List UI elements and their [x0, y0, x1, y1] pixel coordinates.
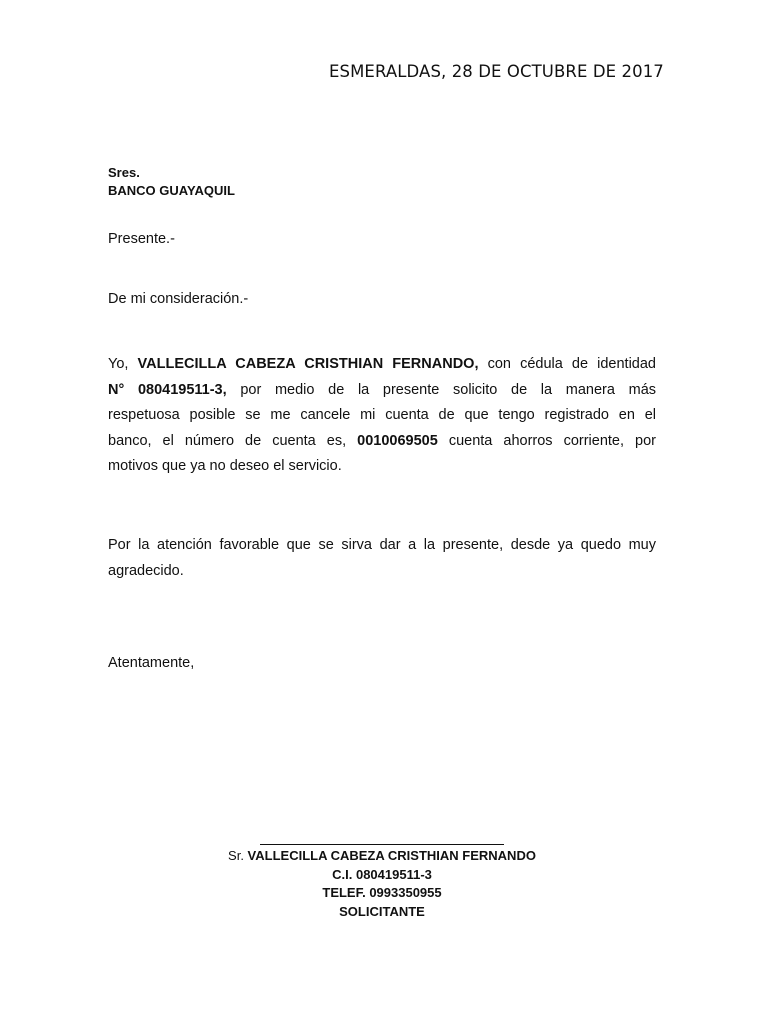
recipient-salutation: Sres.	[108, 165, 140, 180]
recipient-bank: BANCO GUAYAQUIL	[108, 183, 235, 198]
consideracion-line: De mi consideración.-	[108, 291, 249, 307]
signature-phone: TELEF. 0993350955	[322, 885, 442, 900]
signature-ci: C.I. 080419511-3	[332, 866, 432, 882]
recipient-block	[108, 164, 235, 200]
body-line-4	[108, 429, 656, 455]
body-text-yo: Yo,	[108, 356, 138, 372]
account-number: 0010069505	[357, 432, 438, 449]
body-text-cedula: con cédula de identidad	[478, 356, 656, 372]
signature-name: VALLECILLA CABEZA CRISTHIAN FERNANDO	[247, 848, 536, 863]
body-text-ahorros: cuenta ahorros corriente, por	[437, 432, 656, 449]
letter-date: ESMERALDAS, 28 DE OCTUBRE DE 2017	[329, 62, 664, 81]
body-line-5: motivos que ya no deseo el servicio.	[108, 458, 342, 474]
presente-line: Presente.-	[108, 231, 175, 247]
closing-paragraph	[108, 533, 656, 584]
body-line-1	[108, 352, 656, 378]
signature-block	[200, 836, 564, 921]
closing-line-2: agradecido.	[108, 562, 184, 579]
body-text-banco: banco, el número de cuenta es,	[108, 432, 358, 449]
applicant-name: VALLECILLA CABEZA CRISTHIAN FERNANDO,	[137, 356, 479, 372]
applicant-id-number: N° 080419511-3,	[108, 381, 227, 398]
signature-name-row	[200, 847, 564, 866]
body-text-solicito: por medio de la presente solicito de la manera más	[226, 381, 657, 398]
body-line-3: respetuosa posible se me cancele mi cuenta de que tengo registrado en el	[108, 407, 656, 423]
signature-role: SOLICITANTE	[339, 903, 425, 919]
atentamente-line: Atentamente,	[108, 655, 195, 671]
body-line-2	[108, 378, 656, 404]
closing-line-1: Por la atención favorable que se sirva dar a la presente, desde ya quedo muy	[108, 537, 656, 553]
letter-body-paragraph	[108, 352, 656, 480]
signature-prefix: Sr.	[228, 848, 248, 863]
signature-line	[260, 836, 504, 845]
